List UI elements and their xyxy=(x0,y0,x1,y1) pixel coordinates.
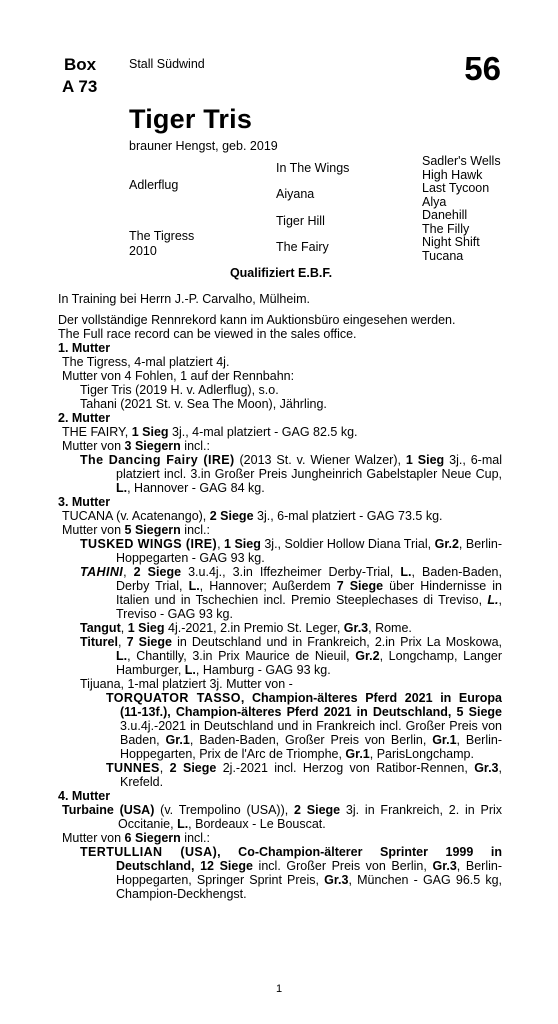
dam-2-offspring: The Dancing Fairy (IRE) (2013 St. v. Wiener Walzer), 1 Sieg 3j., 6-mal platziert incl. 3.in Großer Preis Jungheinrich Gabelstapler Neue Cup, L., Hannover - GAG 84 kg. xyxy=(80,453,502,495)
pedigree-g3-item: Danehill xyxy=(422,208,468,222)
pedigree-g3-item: Sadler's Wells xyxy=(422,154,501,168)
dam-3-offspring: Titurel, 7 Siege in Deutschland und in Frankreich, 2.in Prix La Moskowa, L., Chantilly, 3.in Prix Maurice de Nieuil, Gr.2, Longchamp, Langer Hamburger, L., Hamburg - GAG 93 kg. xyxy=(80,635,503,677)
dam-4-line: Turbaine (USA) (v. Trempolino (USA)), 2 Siege 3j. in Frankreich, 2. in Prix Occitanie, L., Bordeaux - Le Bouscat. xyxy=(62,803,503,831)
dam-2-line: THE FAIRY, 1 Sieg 3j., 4-mal platziert - GAG 82.5 kg. xyxy=(62,425,358,439)
horse-description: brauner Hengst, geb. 2019 xyxy=(129,139,278,153)
race-record-note-de: Der vollständige Rennrekord kann im Auktionsbüro eingesehen werden. xyxy=(58,313,456,327)
page-number: 1 xyxy=(275,983,283,995)
pedigree-sire-dam: Aiyana xyxy=(276,187,315,201)
box-label xyxy=(62,54,97,98)
pedigree-sire-sire: In The Wings xyxy=(276,161,350,175)
section-title-dam-4: 4. Mutter xyxy=(58,789,111,803)
dam-3-offspring: Tijuana, 1-mal platziert 3j. Mutter von - xyxy=(80,677,293,691)
section-title-dam-3: 3. Mutter xyxy=(58,495,111,509)
dam-1-produce: Mutter von 4 Fohlen, 1 auf der Rennbahn: xyxy=(62,369,295,383)
training-note: In Training bei Herrn J.-P. Carvalho, Mülheim. xyxy=(58,292,310,306)
section-title-dam-1: 1. Mutter xyxy=(58,341,111,355)
pedigree-dam-sire: Tiger Hill xyxy=(276,214,325,228)
box-line-2: A 73 xyxy=(62,77,98,96)
dam-1-foal: Tiger Tris (2019 H. v. Adlerflug), s.o. xyxy=(80,383,279,397)
pedigree-sire: Adlerflug xyxy=(129,178,179,192)
grand-offspring: TORQUATOR TASSO, Champion-älteres Pferd 2021 in Europa (11-13f.), Champion-älteres Pferd 2021 in Deutschland, 5 Siege 3.u.4j.-2021 in Deutschland und in Frankreich incl. Großer Preis von Baden, Gr.1, Baden-Baden, Großer Preis von Berlin, Gr.1, Berlin-Hoppegarten, Prix de l'Arc de Triomphe, Gr.1, ParisLongchamp. xyxy=(106,691,503,761)
horse-name: Tiger Tris xyxy=(129,104,253,134)
dam-3-offspring: TUSKED WINGS (IRE), 1 Sieg 3j., Soldier Hollow Diana Trial, Gr.2, Berlin-Hoppegarten - GAG 93 kg. xyxy=(80,537,502,565)
pedigree-g3-item: Last Tycoon xyxy=(422,181,490,195)
dam-1-line: The Tigress, 4-mal platziert 4j. xyxy=(62,355,230,369)
race-record-note-en: The Full race record can be viewed in the sales office. xyxy=(58,327,357,341)
dam-4-offspring: TERTULLIAN (USA), Co-Champion-älterer Sprinter 1999 in Deutschland, 12 Siege incl. Großer Preis von Berlin, Gr.3, Berlin-Hoppegarten, Springer Sprint Preis, Gr.3, München - GAG 96.5 kg, Champion-Deckhengst. xyxy=(80,845,503,901)
lot-number: 56 xyxy=(464,50,501,87)
pedigree-g3-item: Tucana xyxy=(422,248,464,263)
qualification-note: Qualifiziert E.B.F. xyxy=(229,266,333,280)
pedigree-g3-item: Alya xyxy=(422,194,447,209)
pedigree-dam: The Tigress xyxy=(129,229,195,243)
pedigree-dam-dam: The Fairy xyxy=(276,240,329,254)
stall-name: Stall Südwind xyxy=(129,57,205,71)
dam-3-line: TUCANA (v. Acatenango), 2 Siege 3j., 6-mal platziert - GAG 73.5 kg. xyxy=(62,509,443,523)
pedigree-dam-year: 2010 xyxy=(129,244,157,258)
dam-3-produce: Mutter von 5 Siegern incl.: xyxy=(62,523,210,537)
pedigree-g3-item: High Hawk xyxy=(422,167,483,182)
dam-3-offspring: TAHINI, 2 Siege 3.u.4j., 3.in Iffezheimer Derby-Trial, L., Baden-Baden, Derby Trial, L., Hannover; Außerdem 7 Siege über Hindernisse in Italien und in Tschechien incl. Premio Steeplechases di Treviso, L., Treviso - GAG 93 kg. xyxy=(80,565,503,621)
dam-4-produce: Mutter von 6 Siegern incl.: xyxy=(62,831,210,845)
section-title-dam-2: 2. Mutter xyxy=(58,411,111,425)
box-line-1: Box xyxy=(64,55,97,74)
pedigree-g3-item: Night Shift xyxy=(422,235,480,249)
dam-2-produce: Mutter von 3 Siegern incl.: xyxy=(62,439,210,453)
grand-offspring: TUNNES, 2 Siege 2j.-2021 incl. Herzog von Ratibor-Rennen, Gr.3, Krefeld. xyxy=(106,761,502,789)
pedigree-g3-item: The Filly xyxy=(422,221,470,236)
catalogue-body xyxy=(58,292,502,901)
dam-3-offspring: Tangut, 1 Sieg 4j.-2021, 2.in Premio St. Leger, Gr.3, Rome. xyxy=(80,621,412,635)
pedigree-g3-list xyxy=(422,155,501,263)
dam-1-foal: Tahani (2021 St. v. Sea The Moon), Jährling. xyxy=(80,397,327,411)
